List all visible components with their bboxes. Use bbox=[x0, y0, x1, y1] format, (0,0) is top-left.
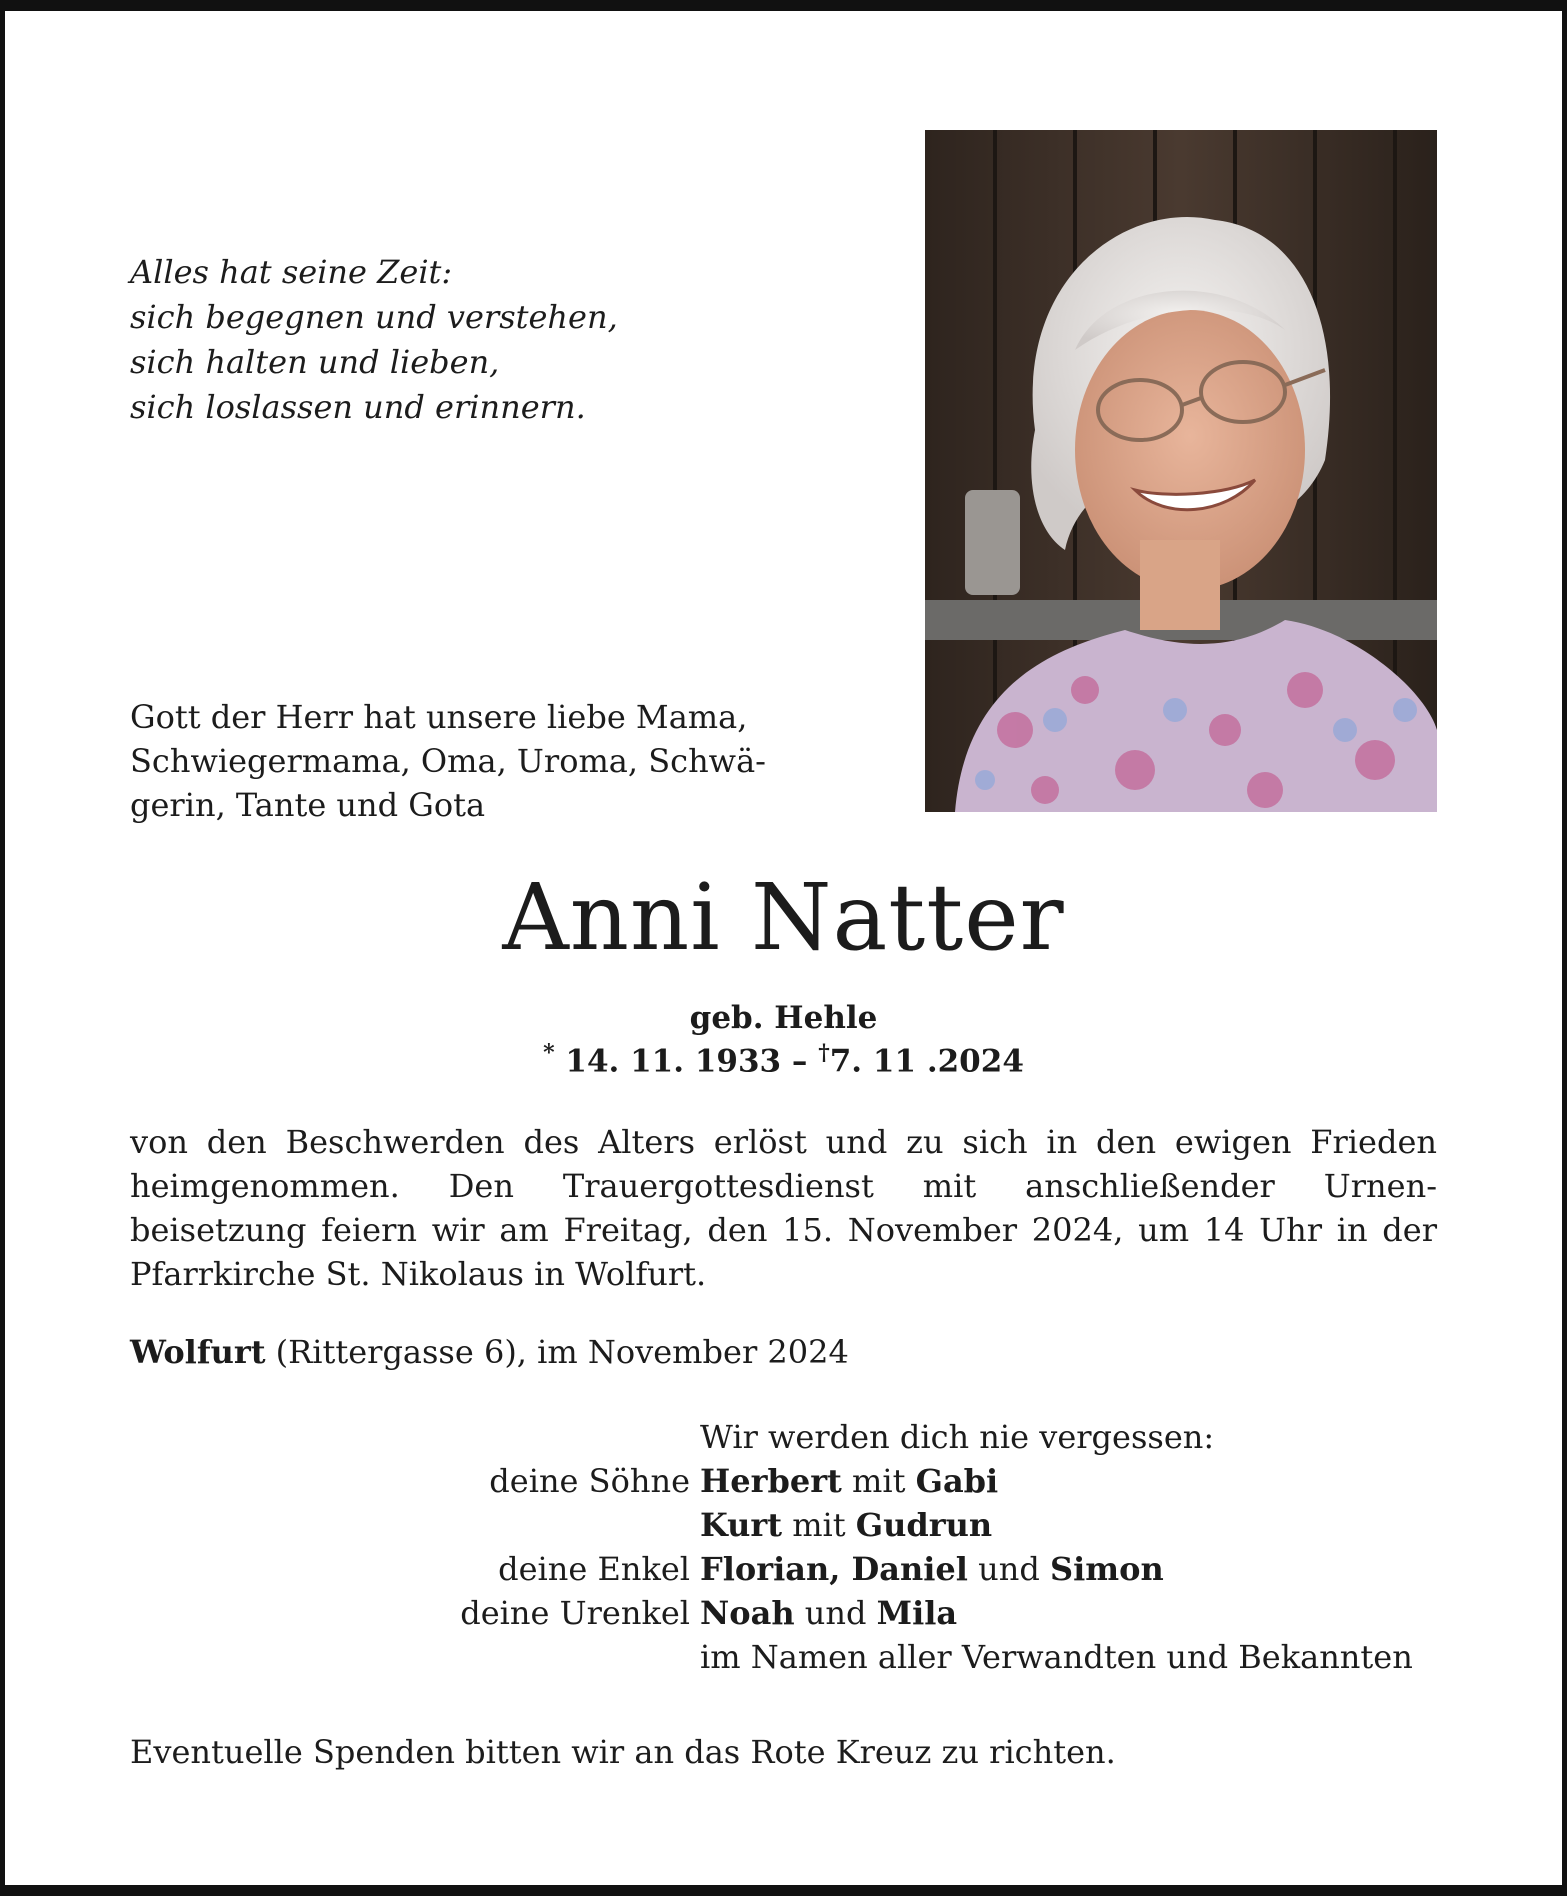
closing-row bbox=[130, 1635, 1437, 1679]
grandchildren-label: deine Enkel bbox=[498, 1550, 690, 1588]
date-separator: – bbox=[781, 1043, 819, 1080]
sons-row: deine Söhne Herbert mit Gabi bbox=[130, 1459, 1437, 1503]
address-and-month: (Rittergasse 6), im November 2024 bbox=[265, 1333, 849, 1371]
announcement-text bbox=[130, 1120, 1437, 1296]
motto-line: sich loslassen und erinnern. bbox=[130, 388, 586, 426]
motto-line: Alles hat seine Zeit: bbox=[130, 253, 453, 291]
sons-label: deine Söhne bbox=[489, 1462, 690, 1500]
closing-line: im Namen aller Verwandten und Bekannten bbox=[700, 1638, 1413, 1676]
place-and-date bbox=[130, 1330, 849, 1374]
town-name: Wolfurt bbox=[130, 1333, 266, 1371]
signoff-heading-row bbox=[130, 1415, 1437, 1459]
birth-name: geb. Hehle bbox=[689, 1000, 878, 1036]
birth-date: 14. 11. 1933 bbox=[565, 1043, 782, 1080]
grandchildren-row: deine Enkel Florian, Daniel und Simon bbox=[130, 1547, 1437, 1591]
intro-text bbox=[130, 695, 820, 827]
donation-note: Eventuelle Spenden bitten wir an das Rote Kreuz zu richten. bbox=[130, 1733, 1116, 1771]
great-grandchild-name: Mila bbox=[876, 1594, 958, 1632]
great-grandchildren-row: deine Urenkel Noah und Mila bbox=[130, 1591, 1437, 1635]
signoff-heading: Wir werden dich nie vergessen: bbox=[700, 1418, 1215, 1456]
grandchildren-names: Florian, Daniel bbox=[700, 1550, 968, 1588]
daughter-in-law-name: Gabi bbox=[915, 1462, 999, 1500]
motto-verse bbox=[130, 250, 618, 430]
son-name: Herbert bbox=[700, 1462, 842, 1500]
body-line: beisetzung feiern wir am Freitag, den 15. November 2024, um 14 Uhr in der bbox=[130, 1211, 1437, 1249]
body-line: von den Beschwerden des Alters erlöst und zu sich in den ewigen Frieden bbox=[130, 1123, 1437, 1161]
body-line: heimgenommen. Den Trauergottesdienst mit anschließender Urnen- bbox=[130, 1167, 1437, 1205]
motto-line: sich begegnen und verstehen, bbox=[130, 298, 618, 336]
portrait-photo bbox=[925, 130, 1437, 812]
great-grandchildren-label: deine Urenkel bbox=[460, 1594, 690, 1632]
sons-row-2: Kurt mit Gudrun bbox=[700, 1506, 993, 1544]
intro-line: gerin, Tante und Gota bbox=[130, 786, 486, 824]
birth-star-symbol: * bbox=[543, 1040, 555, 1066]
death-date: 7. 11 .2024 bbox=[829, 1043, 1024, 1080]
intro-line: Schwiegermama, Oma, Uroma, Schwä- bbox=[130, 742, 766, 780]
daughter-in-law-name: Gudrun bbox=[855, 1506, 993, 1544]
life-dates bbox=[0, 1040, 1567, 1079]
family-signoff bbox=[130, 1415, 1437, 1679]
grandchild-name: Simon bbox=[1049, 1550, 1164, 1588]
intro-line: Gott der Herr hat unsere liebe Mama, bbox=[130, 698, 748, 736]
deceased-name: Anni Natter bbox=[502, 864, 1065, 971]
motto-line: sich halten und lieben, bbox=[130, 343, 500, 381]
body-line: Pfarrkirche St. Nikolaus in Wolfurt. bbox=[130, 1255, 707, 1293]
death-cross-symbol: † bbox=[818, 1040, 830, 1066]
son-name: Kurt bbox=[700, 1506, 783, 1544]
great-grandchild-name: Noah bbox=[700, 1594, 795, 1632]
